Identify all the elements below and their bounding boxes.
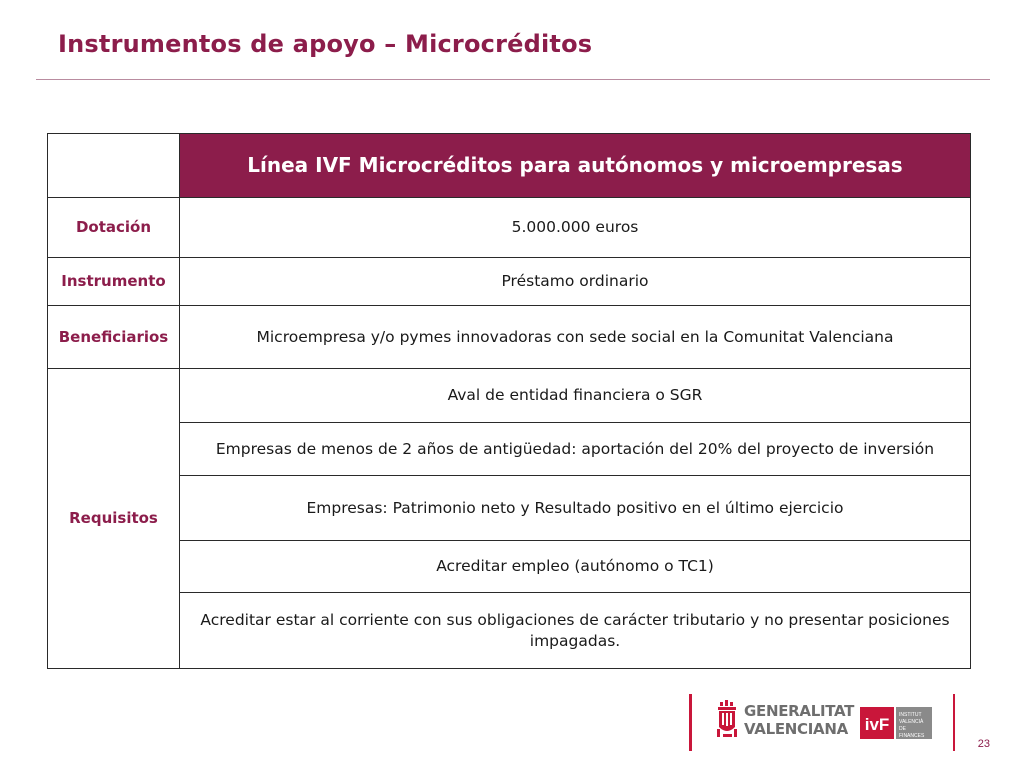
table-row [48, 258, 971, 306]
generalitat-logo-text: GENERALITAT VALENCIANA [744, 702, 855, 738]
footer-divider-right [953, 694, 955, 751]
footer-divider-left [689, 694, 692, 751]
table-corner-cell [48, 134, 180, 198]
row-value-beneficiarios: Microempresa y/o pymes innovadoras con sede social en la Comunitat Valenciana [180, 306, 971, 369]
svg-text:DE: DE [899, 726, 906, 732]
page-number: 23 [977, 738, 990, 750]
table-row [48, 369, 971, 423]
table-row [48, 423, 971, 476]
svg-text:INSTITUT: INSTITUT [899, 712, 922, 718]
row-label-instrumento: Instrumento [48, 258, 180, 306]
requisito-item: Empresas de menos de 2 años de antigüedad: aportación del 20% del proyecto de inversión [180, 423, 971, 476]
table-row [48, 306, 971, 369]
requisito-item: Aval de entidad financiera o SGR [180, 369, 971, 423]
requisito-item: Acreditar empleo (autónomo o TC1) [180, 541, 971, 593]
table-header: Línea IVF Microcréditos para autónomos y microempresas [180, 134, 971, 198]
table-row [48, 541, 971, 593]
table-row [48, 476, 971, 541]
title-divider [36, 79, 990, 80]
table-header-row [48, 134, 971, 198]
row-value-dotacion: 5.000.000 euros [180, 198, 971, 258]
slide-title: Instrumentos de apoyo – Microcréditos [58, 30, 593, 58]
table-row [48, 593, 971, 669]
ivf-logo [860, 703, 934, 743]
requisito-item: Empresas: Patrimonio neto y Resultado positivo en el último ejercicio [180, 476, 971, 541]
requisito-item: Acreditar estar al corriente con sus obligaciones de carácter tributario y no presentar posiciones impagadas. [180, 593, 971, 669]
microcredit-table [47, 133, 971, 669]
svg-text:FINANCES: FINANCES [899, 733, 925, 739]
svg-text:ivF: ivF [864, 715, 890, 734]
table-row [48, 198, 971, 258]
svg-text:VALENCIÀ: VALENCIÀ [899, 719, 924, 725]
row-value-instrumento: Préstamo ordinario [180, 258, 971, 306]
row-label-beneficiarios: Beneficiarios [48, 306, 180, 369]
row-label-dotacion: Dotación [48, 198, 180, 258]
row-label-requisitos: Requisitos [48, 369, 180, 669]
